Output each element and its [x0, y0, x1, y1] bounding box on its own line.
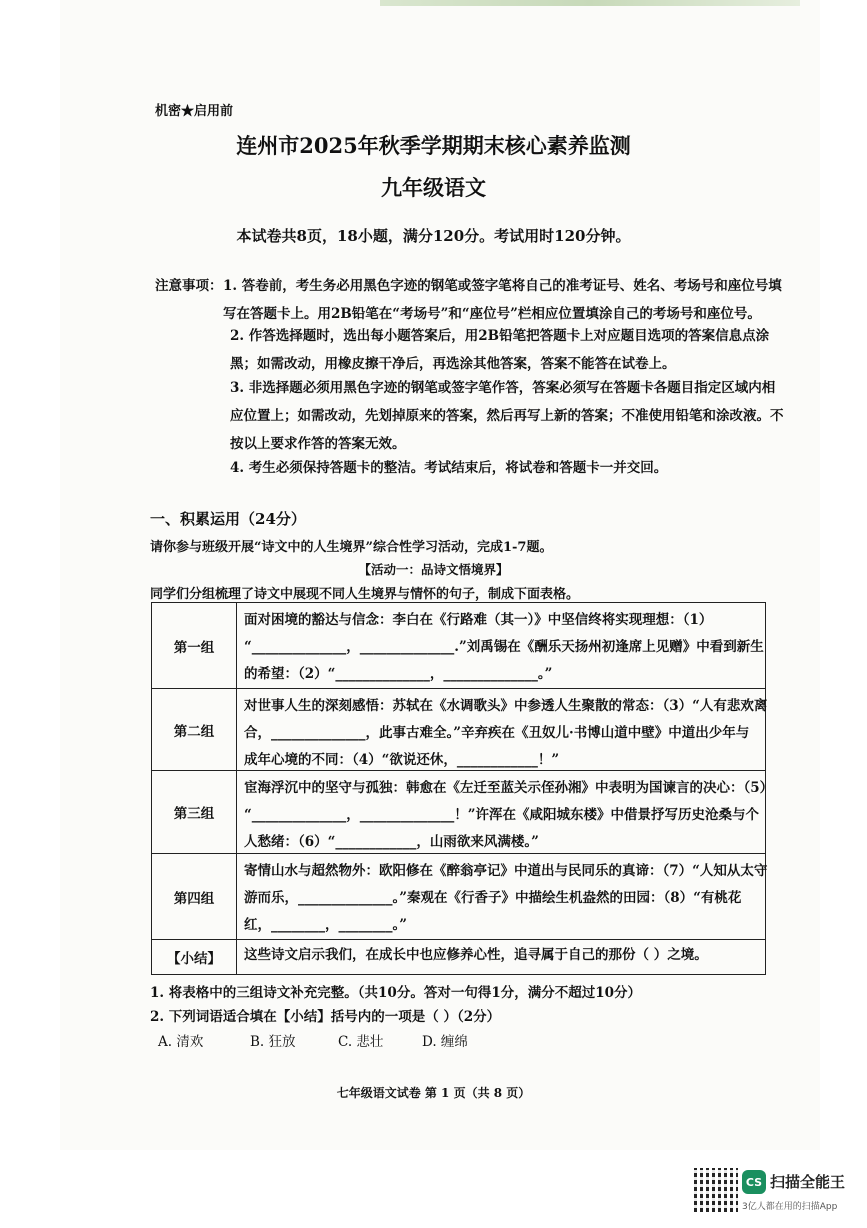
option-d: D. 缠绵: [422, 1034, 468, 1050]
row-line: 人愁绪：（6）“____________，山雨欲来风满楼。”: [244, 834, 539, 850]
row-line: 这些诗文启示我们，在成长中也应修养心性，追寻属于自己的那份（ ）之境。: [244, 947, 708, 963]
poetry-table: [151, 602, 774, 975]
qr-code-icon: [694, 1168, 738, 1212]
notes-label: 注意事项：: [155, 278, 223, 294]
row-line: 寄情山水与超然物外：欧阳修在《醉翁亭记》中道出与民同乐的真谛：（7）“人知从太守: [244, 863, 768, 879]
row-content: [244, 607, 764, 688]
question-1: 1. 将表格中的三组诗文补充完整。（共10分。答对一句得1分，满分不超过10分）: [150, 985, 642, 1001]
option-c: C. 悲壮: [338, 1034, 384, 1050]
row-line: 游而乐，______________。”秦观在《行香子》中描绘生机盎然的田园：（8）“有桃花: [244, 890, 742, 906]
exam-title: 连州市2025年秋季学期期末核心素养监测: [236, 133, 631, 158]
exam-info: 本试卷共8页，18小题，满分120分。考试用时120分钟。: [236, 227, 631, 245]
exam-subtitle: 九年级语文: [381, 175, 486, 200]
row-content: [244, 942, 757, 969]
row-line: 宦海浮沉中的坚守与孤独：韩愈在《左迁至蓝关示侄孙湘》中表明为国谏言的决心：（5）: [244, 780, 774, 796]
group-label: 第一组: [152, 603, 237, 688]
note-item: 2. 作答选择题时，选出每小题答案后，用2B铅笔把答题卡上对应题目选项的答案信息点涂黑；如需改动，用橡皮擦干净后，再选涂其他答案，答案不能答在试卷上。: [230, 328, 770, 372]
row-line: 对世事人生的深刻感悟：苏轼在《水调歌头》中参透人生聚散的常态：（3）“人有悲欢离: [244, 698, 768, 714]
option-a: A. 清欢: [158, 1034, 204, 1050]
table-row: [152, 854, 768, 940]
row-line: “______________，______________.”刘禹锡在《酬乐天扬州初逢席上见赠》中看到新生: [244, 639, 764, 655]
note-item: 1. 答卷前，考生务必用黑色字迹的钢笔或签字笔将自己的准考证号、姓名、考场号和座位号填写在答题卡上。用2B铅笔在“考场号”和“座位号”栏相应位置填涂自己的考场号和座位号。: [223, 278, 782, 322]
page-footer: 七年级语文试卷 第 1 页（共 8 页）: [336, 1086, 531, 1100]
row-line: 的希望：（2）“______________，______________。”: [244, 666, 553, 682]
row-line: 成年心境的不同：（4）“欲说还休，____________！”: [244, 752, 560, 768]
group-label: 第二组: [152, 689, 237, 770]
table-row: [152, 940, 765, 974]
row-line: 红，________，________。”: [244, 917, 408, 933]
activity-title: 【活动一：品诗文悟境界】: [358, 562, 509, 577]
group-label: 第四组: [152, 854, 237, 939]
table-intro: 同学们分组梳理了诗文中展现不同人生境界与情怀的句子，制成下面表格。: [150, 587, 580, 602]
watermark-app-name: 扫描全能王: [770, 1173, 846, 1191]
row-content: [244, 858, 768, 939]
table-row: [152, 771, 774, 854]
question-2: 2. 下列词语适合填在【小结】括号内的一项是（ ）（2分）: [150, 1009, 501, 1025]
row-content: [244, 775, 774, 856]
option-b: B. 狂放: [250, 1034, 296, 1050]
table-row: [152, 603, 765, 689]
row-line: “______________，______________！”许浑在《咸阳城东楼》中借景抒写历史沧桑与个: [244, 807, 760, 823]
note-item: 4. 考生必须保持答题卡的整洁。考试结束后，将试卷和答题卡一并交回。: [230, 460, 668, 476]
row-content: [244, 693, 768, 774]
group-label: 第三组: [152, 771, 237, 853]
scan-edge-strip: [380, 0, 800, 6]
section-title: 一、积累运用（24分）: [150, 510, 306, 528]
row-line: 面对困境的豁达与信念：李白在《行路难（其一）》中坚信终将实现理想：（1）: [244, 612, 713, 628]
section-intro: 请你参与班级开展“诗文中的人生境界”综合性学习活动，完成1-7题。: [150, 540, 553, 555]
confidential-label: 机密★启用前: [155, 104, 234, 119]
note-item: 3. 非选择题必须用黑色字迹的钢笔或签字笔作答，答案必须写在答题卡各题目指定区域内相应位置上；如需改动，先划掉原来的答案，然后再写上新的答案；不准使用铅笔和涂改液。不按以上要求作答的答案无效。: [230, 380, 784, 452]
group-label: 【小结】: [152, 940, 237, 974]
table-row: [152, 689, 768, 771]
camscanner-logo-icon: CS: [742, 1170, 766, 1194]
watermark-tagline: 3亿人都在用的扫描App: [742, 1202, 838, 1212]
row-line: 合，______________，此事古难全。”辛弃疾在《丑奴儿·书博山道中壁》中道出少年与: [244, 725, 750, 741]
